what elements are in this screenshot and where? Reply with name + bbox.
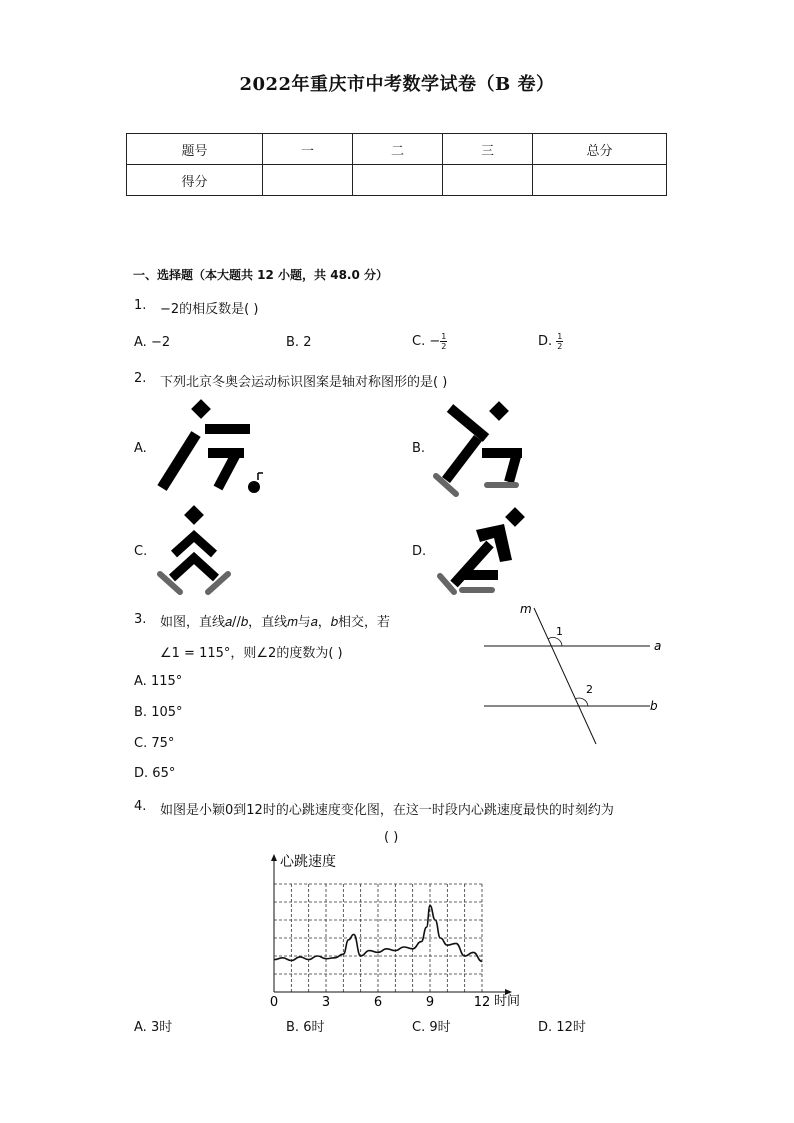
option-a: A. xyxy=(134,441,147,456)
option-c: C. xyxy=(134,544,148,559)
option-letter: D. xyxy=(134,766,149,781)
x-tick-label: 12 xyxy=(473,995,491,1010)
chart-grid xyxy=(274,884,482,992)
label-b: b xyxy=(650,699,658,713)
option-text: 9时 xyxy=(429,1020,451,1035)
option-d: D. xyxy=(412,544,427,559)
option-letter: C. xyxy=(412,334,426,349)
option-letter: A. xyxy=(134,674,147,689)
option-text: 75° xyxy=(151,736,175,751)
label-angle-2: 2 xyxy=(586,683,593,696)
table-cell: 题号 xyxy=(127,134,263,165)
option-letter: B. xyxy=(286,1020,300,1035)
option-text: 3时 xyxy=(150,1020,173,1035)
option-d xyxy=(538,332,563,351)
option-c xyxy=(412,332,447,351)
option-letter: A. xyxy=(134,335,147,350)
page-title: 2022年重庆市中考数学试卷（B 卷） xyxy=(239,74,555,95)
ski-jump-pictogram xyxy=(152,502,237,597)
question-number: 3. xyxy=(134,612,147,627)
parallel-lines-figure xyxy=(478,598,668,750)
table-row xyxy=(127,165,667,196)
option-text: 6时 xyxy=(303,1020,325,1035)
option-b xyxy=(286,1016,324,1035)
option-letter: B. xyxy=(286,335,300,350)
question-number: 2. xyxy=(134,371,147,386)
option-text: 2 xyxy=(303,335,312,350)
x-tick-label: 3 xyxy=(321,995,331,1010)
option-a xyxy=(134,674,182,689)
table-cell xyxy=(263,165,353,196)
option-text: 65° xyxy=(152,766,176,781)
option-c xyxy=(412,1016,451,1035)
table-cell: 二 xyxy=(353,134,443,165)
option-a xyxy=(134,1016,172,1035)
table-cell: 得分 xyxy=(127,165,263,196)
option-letter: C. xyxy=(134,736,148,751)
question-text: 下列北京冬奥会运动标识图案是轴对称图形的是( ) xyxy=(160,375,448,390)
fraction-denominator: 2 xyxy=(557,342,563,351)
x-tick-label: 9 xyxy=(425,995,435,1010)
question-text: −2的相反数是( ) xyxy=(160,302,259,317)
y-axis-label: 心跳速度 xyxy=(280,854,336,870)
fraction-numerator: 1 xyxy=(557,332,563,341)
question-text: ∠1 = 115°，则∠2的度数为( ) xyxy=(160,646,343,661)
question-text: 如图，直线𝑎//𝑏，直线𝑚与𝑎，𝑏相交，若 xyxy=(160,615,390,630)
option-letter: D. xyxy=(538,1020,553,1035)
fraction xyxy=(440,332,447,351)
table-cell: 总分 xyxy=(533,134,667,165)
table-cell xyxy=(353,165,443,196)
score-table xyxy=(126,133,667,196)
option-b xyxy=(134,705,183,720)
x-tick-label: 0 xyxy=(269,995,279,1010)
table-cell: 三 xyxy=(443,134,533,165)
label-m: m xyxy=(520,602,532,616)
option-b xyxy=(286,335,311,350)
option-text: 105° xyxy=(151,705,183,720)
option-text: −2 xyxy=(150,335,171,350)
heart-rate-series-line xyxy=(274,906,482,962)
option-letter: D. xyxy=(538,334,553,349)
heart-rate-chart xyxy=(262,850,532,1010)
option-a xyxy=(134,335,170,350)
option-d xyxy=(134,766,175,781)
option-text: 115° xyxy=(150,674,183,689)
table-cell xyxy=(533,165,667,196)
table-cell: 一 xyxy=(263,134,353,165)
question-number: 1. xyxy=(134,298,147,313)
fraction-denominator: 2 xyxy=(441,342,447,351)
speed-skating-pictogram xyxy=(432,504,532,599)
fraction xyxy=(556,332,563,351)
option-letter: C. xyxy=(412,1020,426,1035)
option-text: 12时 xyxy=(556,1020,586,1035)
option-letter: A. xyxy=(134,1020,147,1035)
question-number: 4. xyxy=(134,799,147,814)
y-axis-arrow xyxy=(271,854,277,861)
question-text: 如图是小颖0到12时的心跳速度变化图，在这一时段内心跳速度最快的时刻约为 xyxy=(160,803,614,818)
skiing-pictogram xyxy=(150,398,275,498)
table-cell xyxy=(443,165,533,196)
skating-pictogram xyxy=(430,398,530,498)
option-b: B. xyxy=(412,441,426,456)
minus-sign: − xyxy=(429,334,441,349)
section-heading: 一、选择题（本大题共 12 小题，共 48.0 分） xyxy=(133,268,389,282)
table-row xyxy=(127,134,667,165)
label-angle-1: 1 xyxy=(556,625,563,638)
option-letter: B. xyxy=(134,705,148,720)
x-tick-label: 6 xyxy=(373,995,383,1010)
answer-paren: ( ) xyxy=(384,830,399,845)
fraction-numerator: 1 xyxy=(441,332,447,341)
option-c xyxy=(134,736,174,751)
label-a: a xyxy=(654,639,662,653)
x-axis-label: 时间 xyxy=(494,994,521,1009)
option-d xyxy=(538,1016,586,1035)
